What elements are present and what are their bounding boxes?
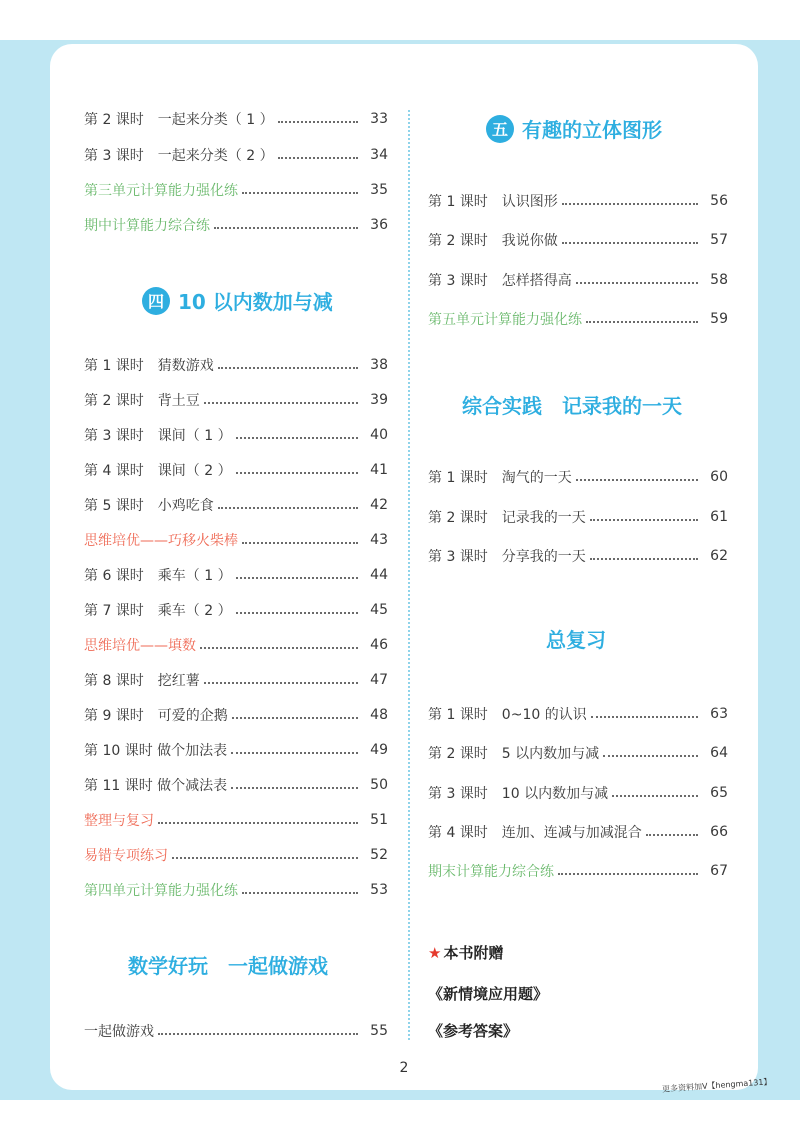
entry-page: 40 xyxy=(370,427,388,443)
leader-dots xyxy=(242,542,358,544)
entry-page: 45 xyxy=(370,602,388,618)
toc-entry[interactable] xyxy=(84,669,388,691)
top-margin xyxy=(0,0,800,40)
entry-title: 第五单元计算能力强化练 xyxy=(428,312,582,328)
entry-title: 思维培优——巧移火柴棒 xyxy=(84,533,238,549)
entry-title: 一起做游戏 xyxy=(84,1024,154,1040)
bonus-item: 《参考答案》 xyxy=(428,1022,519,1040)
toc-entry[interactable] xyxy=(428,545,728,567)
leader-dots xyxy=(158,1033,358,1035)
entry-page: 38 xyxy=(370,357,388,373)
leader-dots xyxy=(278,157,358,159)
leader-dots xyxy=(242,892,358,894)
entry-title: 第 9 课时 可爱的企鹅 xyxy=(84,708,228,724)
entry-page: 53 xyxy=(370,882,388,898)
entry-page: 56 xyxy=(710,193,728,209)
entry-page: 33 xyxy=(370,111,388,127)
entry-title: 第 1 课时 0~10 的认识 xyxy=(428,707,587,723)
leader-dots xyxy=(204,682,358,684)
toc-entry[interactable] xyxy=(428,229,728,251)
entry-title: 第 4 课时 课间（ 2 ） xyxy=(84,463,232,479)
entry-page: 36 xyxy=(370,217,388,233)
unit-title: 10 以内数加与减 xyxy=(178,290,333,314)
entry-page: 49 xyxy=(370,742,388,758)
toc-entry[interactable] xyxy=(84,1020,388,1042)
bonus-heading xyxy=(428,942,503,963)
entry-page: 42 xyxy=(370,497,388,513)
entry-page: 57 xyxy=(710,232,728,248)
entry-page: 48 xyxy=(370,707,388,723)
leader-dots xyxy=(236,612,358,614)
toc-entry[interactable] xyxy=(84,389,388,411)
entry-page: 60 xyxy=(710,469,728,485)
leader-dots xyxy=(214,227,358,229)
toc-entry[interactable] xyxy=(428,782,728,804)
unit-number-badge: 五 xyxy=(486,115,514,143)
entry-title: 第 1 课时 猜数游戏 xyxy=(84,358,214,374)
entry-page: 47 xyxy=(370,672,388,688)
entry-title: 第 10 课时 做个加法表 xyxy=(84,743,228,759)
entry-title: 第 1 课时 淘气的一天 xyxy=(428,470,572,486)
toc-entry[interactable] xyxy=(84,599,388,621)
game-section-heading xyxy=(128,950,328,979)
entry-title: 第 7 课时 乘车（ 2 ） xyxy=(84,603,232,619)
leader-dots xyxy=(591,716,698,718)
entry-page: 67 xyxy=(710,863,728,879)
practice-section-heading xyxy=(462,390,682,419)
toc-entry[interactable] xyxy=(84,459,388,481)
leader-dots xyxy=(562,242,698,244)
entry-title: 期末计算能力综合练 xyxy=(428,864,554,880)
entry-page: 65 xyxy=(710,785,728,801)
leader-dots xyxy=(172,857,358,859)
leader-dots xyxy=(646,834,698,836)
entry-page: 59 xyxy=(710,311,728,327)
review-section-heading xyxy=(546,624,606,653)
entry-title: 第三单元计算能力强化练 xyxy=(84,183,238,199)
leader-dots xyxy=(236,437,358,439)
toc-entry[interactable] xyxy=(428,190,728,212)
unit-4-heading xyxy=(142,286,333,315)
star-icon: ★ xyxy=(428,944,442,962)
entry-title: 整理与复习 xyxy=(84,813,154,829)
entry-title: 第 3 课时 课间（ 1 ） xyxy=(84,428,232,444)
entry-title: 第 1 课时 认识图形 xyxy=(428,194,558,210)
entry-title: 第 5 课时 小鸡吃食 xyxy=(84,498,214,514)
entry-page: 34 xyxy=(370,147,388,163)
toc-entry[interactable] xyxy=(84,774,388,796)
leader-dots xyxy=(562,203,698,205)
leader-dots xyxy=(603,755,698,757)
entry-page: 52 xyxy=(370,847,388,863)
entry-title: 第 2 课时 记录我的一天 xyxy=(428,510,586,526)
toc-entry[interactable] xyxy=(84,809,388,831)
toc-entry[interactable] xyxy=(84,879,388,901)
toc-entry[interactable] xyxy=(84,704,388,726)
entry-title: 第 2 课时 一起来分类（ 1 ） xyxy=(84,112,274,128)
toc-entry[interactable] xyxy=(84,144,388,166)
entry-page: 39 xyxy=(370,392,388,408)
watermark-stamp: 更多资料加V【hengma131】 xyxy=(661,1077,772,1094)
leader-dots xyxy=(242,192,358,194)
entry-title: 第 2 课时 5 以内数加与减 xyxy=(428,746,600,762)
toc-entry[interactable] xyxy=(84,494,388,516)
section-title: 总复习 xyxy=(546,628,606,652)
leader-dots xyxy=(278,121,358,123)
toc-entry[interactable] xyxy=(428,466,728,488)
entry-title: 第 3 课时 分享我的一天 xyxy=(428,549,586,565)
entry-page: 35 xyxy=(370,182,388,198)
toc-entry[interactable] xyxy=(428,269,728,291)
entry-page: 66 xyxy=(710,824,728,840)
section-title: 数学好玩 一起做游戏 xyxy=(128,954,328,978)
entry-page: 41 xyxy=(370,462,388,478)
toc-entry[interactable] xyxy=(84,214,388,236)
leader-dots xyxy=(576,282,698,284)
leader-dots xyxy=(200,647,358,649)
bonus-heading-text: 本书附赠 xyxy=(443,944,504,962)
leader-dots xyxy=(586,321,698,323)
leader-dots xyxy=(158,822,358,824)
toc-entry[interactable] xyxy=(84,108,388,130)
toc-entry[interactable] xyxy=(84,844,388,866)
page-number: 2 xyxy=(399,1060,409,1076)
entry-title: 第四单元计算能力强化练 xyxy=(84,883,238,899)
toc-entry[interactable] xyxy=(84,354,388,376)
entry-title: 期中计算能力综合练 xyxy=(84,218,210,234)
entry-title: 第 4 课时 连加、连减与加减混合 xyxy=(428,825,642,841)
leader-dots xyxy=(236,472,358,474)
entry-title: 第 3 课时 一起来分类（ 2 ） xyxy=(84,148,274,164)
unit-title: 有趣的立体图形 xyxy=(522,118,662,142)
toc-entry[interactable] xyxy=(428,703,728,725)
entry-page: 51 xyxy=(370,812,388,828)
leader-dots xyxy=(236,577,358,579)
bottom-margin xyxy=(0,1100,800,1132)
toc-entry[interactable] xyxy=(84,424,388,446)
toc-entry[interactable] xyxy=(84,564,388,586)
entry-page: 46 xyxy=(370,637,388,653)
entry-title: 第 8 课时 挖红薯 xyxy=(84,673,200,689)
entry-page: 63 xyxy=(710,706,728,722)
entry-title: 思维培优——填数 xyxy=(84,638,196,654)
section-title: 综合实践 记录我的一天 xyxy=(462,394,682,418)
toc-entry[interactable] xyxy=(428,506,728,528)
toc-entry[interactable] xyxy=(428,742,728,764)
toc-entry[interactable] xyxy=(428,821,728,843)
entry-page: 55 xyxy=(370,1023,388,1039)
leader-dots xyxy=(204,402,358,404)
leader-dots xyxy=(558,873,698,875)
entry-page: 64 xyxy=(710,745,728,761)
entry-title: 第 3 课时 怎样搭得高 xyxy=(428,273,572,289)
toc-entry[interactable] xyxy=(84,529,388,551)
leader-dots xyxy=(232,717,358,719)
toc-entry[interactable] xyxy=(428,860,728,882)
entry-page: 50 xyxy=(370,777,388,793)
leader-dots xyxy=(231,752,358,754)
entry-title: 易错专项练习 xyxy=(84,848,168,864)
unit-number-badge: 四 xyxy=(142,287,170,315)
bonus-item: 《新情境应用题》 xyxy=(428,985,549,1003)
column-divider xyxy=(408,110,410,1040)
leader-dots xyxy=(590,519,698,521)
leader-dots xyxy=(218,367,358,369)
entry-page: 43 xyxy=(370,532,388,548)
toc-entry[interactable] xyxy=(84,739,388,761)
unit-5-heading xyxy=(486,114,662,143)
leader-dots xyxy=(612,795,698,797)
entry-page: 58 xyxy=(710,272,728,288)
entry-title: 第 2 课时 我说你做 xyxy=(428,233,558,249)
entry-page: 61 xyxy=(710,509,728,525)
entry-page: 44 xyxy=(370,567,388,583)
toc-entry[interactable] xyxy=(84,634,388,656)
entry-page: 62 xyxy=(710,548,728,564)
entry-title: 第 3 课时 10 以内数加与减 xyxy=(428,786,609,802)
leader-dots xyxy=(231,787,358,789)
toc-entry[interactable] xyxy=(84,179,388,201)
toc-entry[interactable] xyxy=(428,308,728,330)
entry-title: 第 2 课时 背土豆 xyxy=(84,393,200,409)
entry-title: 第 6 课时 乘车（ 1 ） xyxy=(84,568,232,584)
entry-title: 第 11 课时 做个减法表 xyxy=(84,778,228,794)
leader-dots xyxy=(576,479,698,481)
leader-dots xyxy=(590,558,698,560)
leader-dots xyxy=(218,507,358,509)
